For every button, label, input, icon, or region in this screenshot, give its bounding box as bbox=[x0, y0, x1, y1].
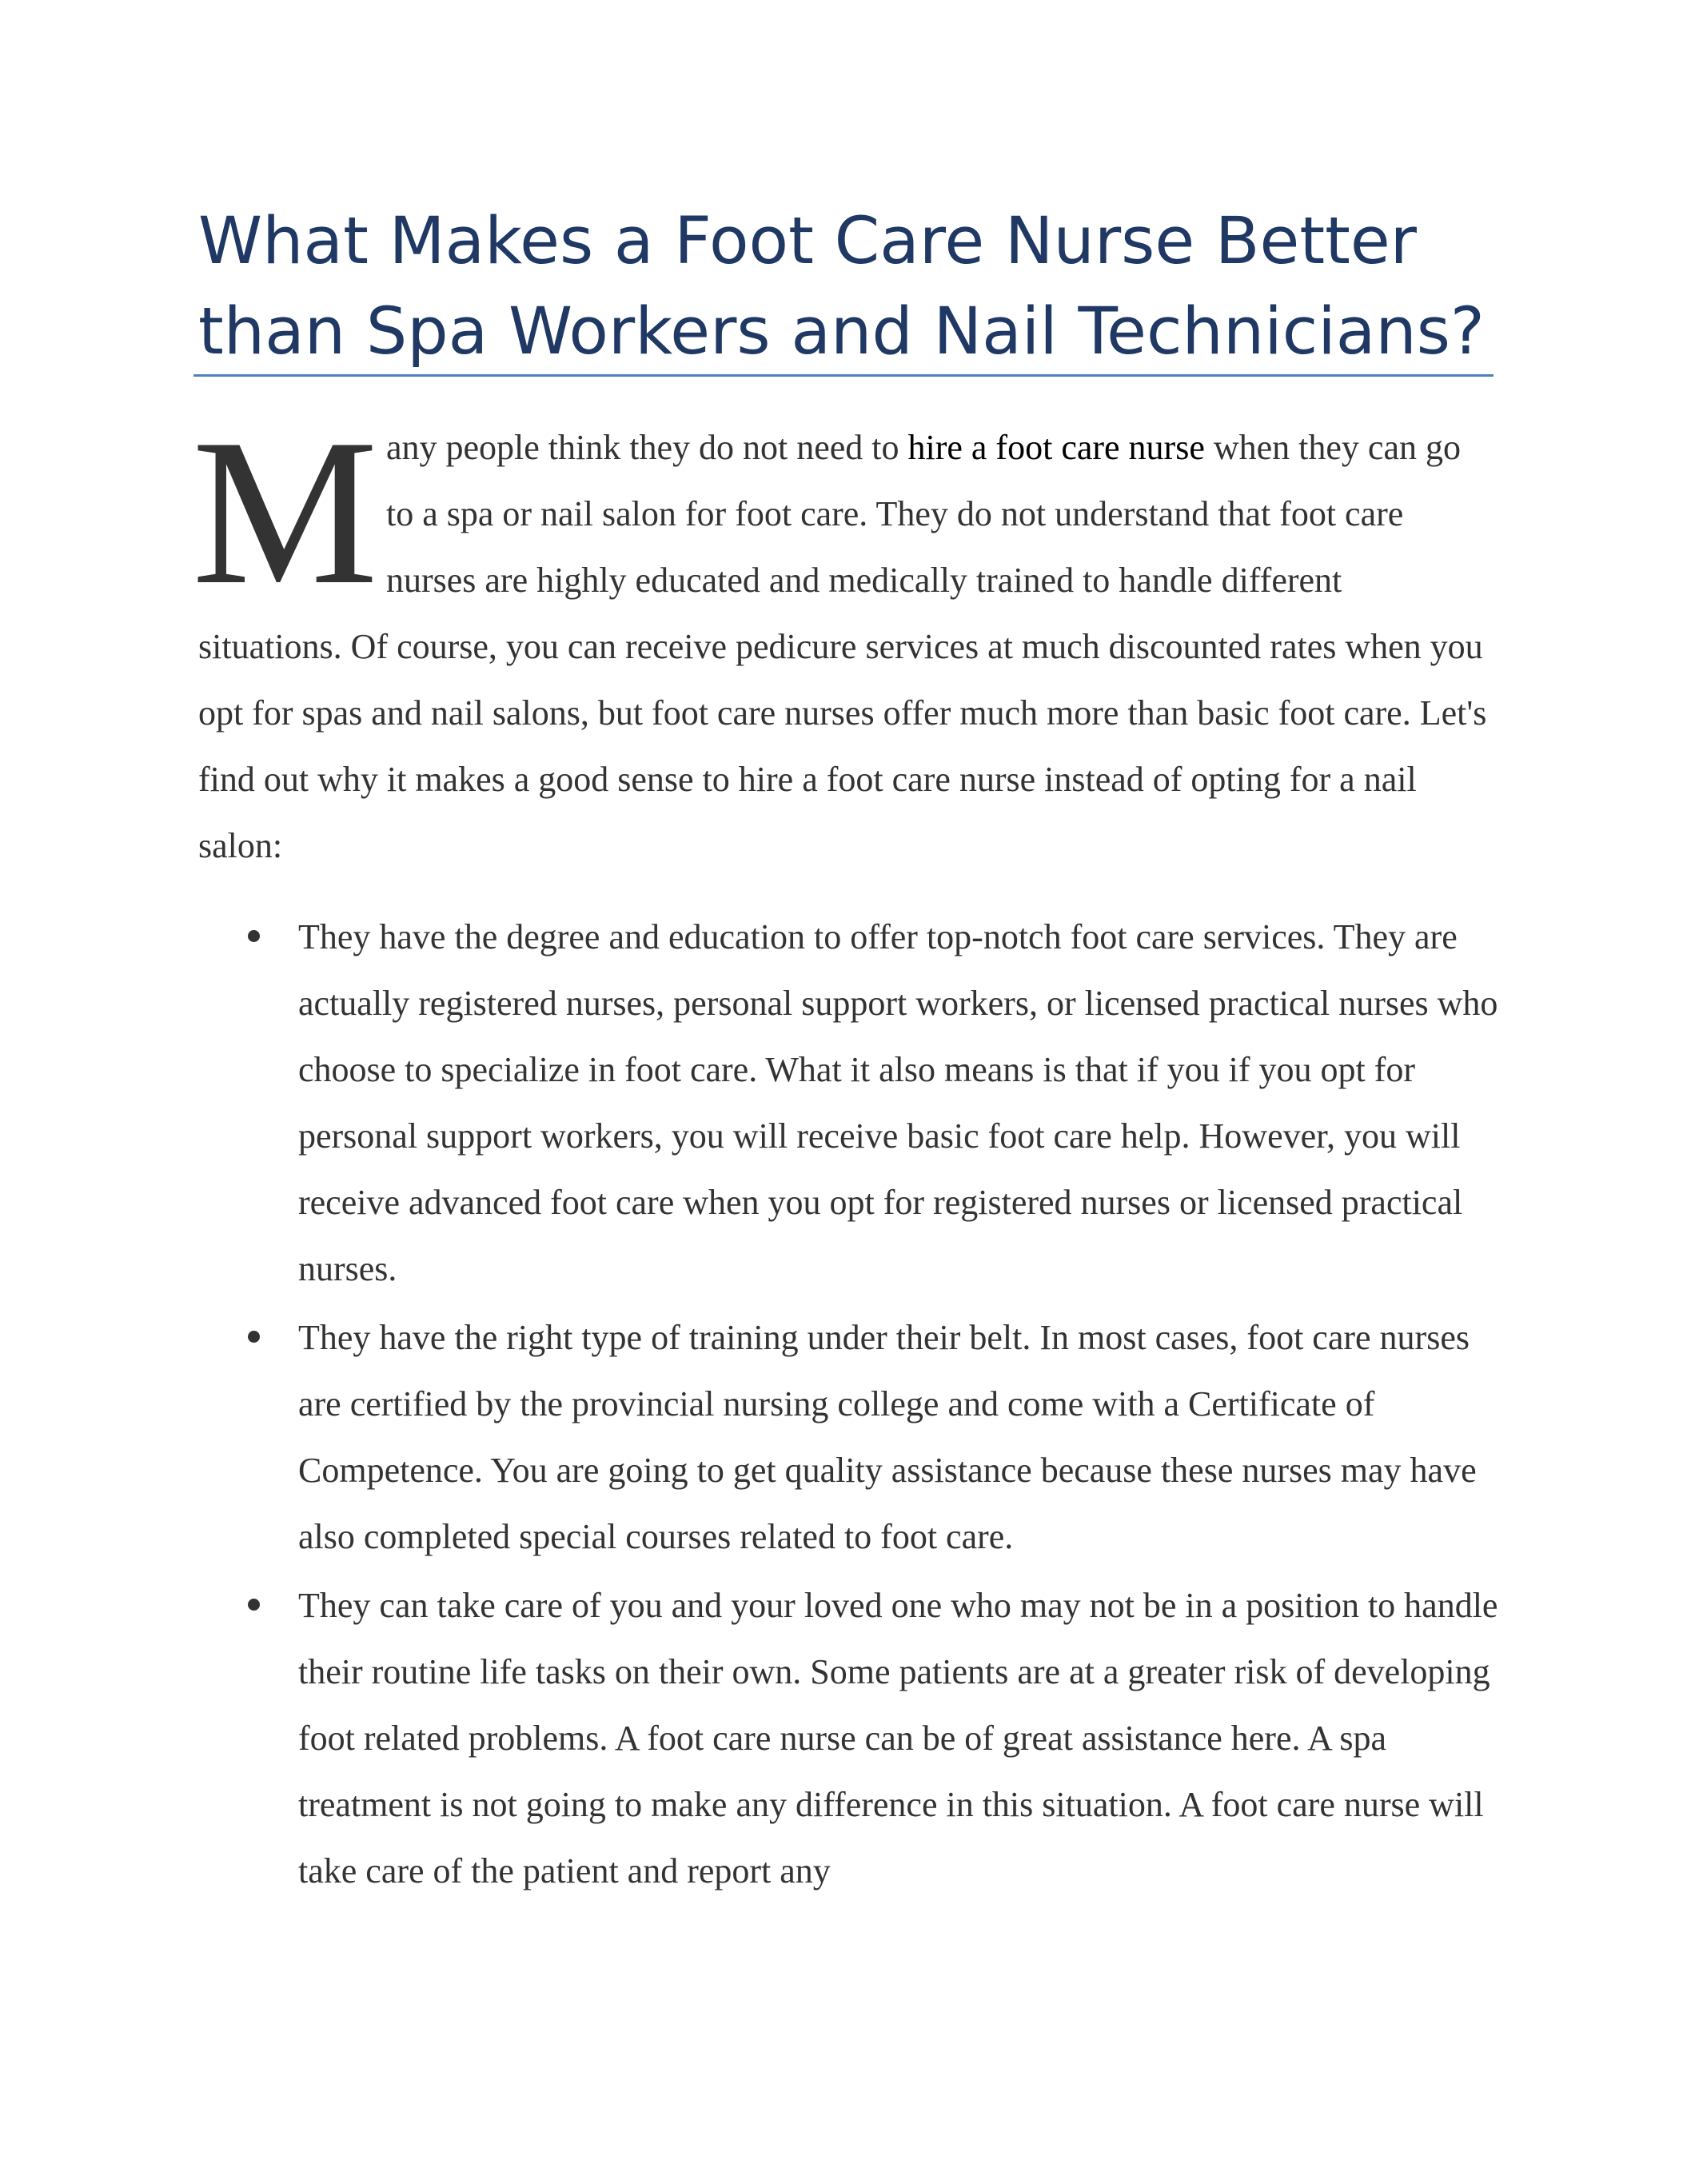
bullet-icon bbox=[248, 1331, 260, 1343]
hire-foot-care-nurse-link[interactable]: hire a foot care nurse bbox=[907, 428, 1205, 467]
list-item bbox=[198, 904, 1502, 1302]
bullet-list bbox=[198, 904, 1502, 1907]
list-item-text: They have the right type of training under their belt. In most cases, foot care nurses are certified by the provincial nursing college and come with a Certificate of Competence. You are going to get quality assistance because these nurses may have also completed special courses related to foot care. bbox=[298, 1318, 1477, 1556]
list-item-text: They can take care of you and your loved one who may not be in a position to handle their routine life tasks on their own. Some patients are at a greater risk of developing foot related problems. A foot care nurse can be of great assistance here. A spa treatment is not going to make any difference in this situation. A foot care nurse will take care of the patient and report any bbox=[298, 1586, 1498, 1891]
bullet-icon bbox=[248, 1599, 260, 1611]
intro-paragraph bbox=[192, 396, 1494, 879]
list-item bbox=[198, 1572, 1502, 1904]
drop-cap-letter: M bbox=[192, 396, 378, 628]
intro-text-rest: when they can go to a spa or nail salon for foot care. They do not understand that foot care nurses are highly educated and medically trained to handle different situations. Of course, you can receive pedicure services at much discounted rates when you opt for spas and nail salons, but foot care nurses offer much more than basic foot care. Let's find out why it makes a good sense to hire a foot care nurse instead of opting for a nail salon: bbox=[198, 428, 1487, 865]
list-item bbox=[198, 1304, 1502, 1570]
bullet-icon bbox=[248, 930, 260, 942]
page-title: What Makes a Foot Care Nurse Better than Spa Workers and Nail Technicians? bbox=[198, 204, 1485, 369]
list-item-text: They have the degree and education to offer top-notch foot care services. They are actually registered nurses, personal support workers, or licensed practical nurses who choose to specialize in foot care. What it also means is that if you if you opt for personal support workers, you will receive basic foot care help. However, you will receive advanced foot care when you opt for registered nurses or licensed practical nurses. bbox=[298, 917, 1498, 1288]
intro-text-start: any people think they do not need to bbox=[385, 428, 908, 467]
title-underline bbox=[193, 374, 1494, 377]
